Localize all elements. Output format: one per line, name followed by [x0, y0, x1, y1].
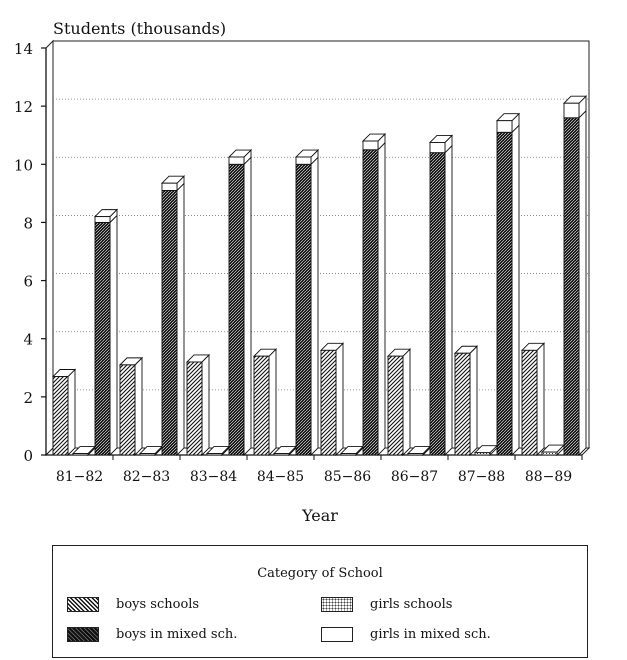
bar-boys-schools-side [135, 358, 142, 455]
legend-swatch-girls-schools [321, 597, 353, 612]
bar-boys-mixed-side [579, 111, 586, 455]
y-tick-label: 4 [23, 330, 33, 349]
bar-girls-mixed [296, 157, 311, 164]
bar-boys-schools [187, 362, 202, 455]
legend [52, 545, 588, 658]
y-tick-label: 10 [13, 156, 33, 175]
bar-boys-schools-side [68, 370, 75, 455]
bar-boys-mixed-side [110, 215, 117, 455]
bar-boys-schools [321, 350, 336, 455]
x-tick-label: 84−85 [256, 469, 305, 485]
bar-girls-schools [73, 454, 88, 455]
bar-girls-mixed [363, 141, 378, 150]
bar-boys-mixed-side [244, 157, 251, 455]
y-tick-label: 14 [13, 40, 33, 58]
bar-girls-schools [274, 454, 289, 455]
bar-boys-schools-side [269, 349, 276, 455]
legend-swatch-boys-mixed [67, 627, 99, 642]
bar-girls-schools [140, 454, 155, 455]
bar-boys-schools [120, 365, 135, 455]
legend-label-girls-mixed: girls in mixed sch. [370, 627, 491, 642]
x-tick-label: 87−88 [457, 469, 506, 485]
chart-title: Students (thousands) [53, 19, 227, 38]
bar-girls-mixed [430, 142, 445, 152]
y-tick-label: 8 [23, 214, 33, 233]
bar-boys-schools [522, 350, 537, 455]
bar-girls-mixed [162, 183, 177, 190]
bar-boys-schools-side [336, 343, 343, 455]
y-tick-label: 6 [23, 272, 33, 291]
bar-boys-schools [254, 356, 269, 455]
bar-girls-schools [341, 454, 356, 455]
bar-boys-schools-side [537, 343, 544, 455]
bar-boys-schools [388, 356, 403, 455]
x-axis-label: Year [302, 506, 338, 525]
left-wall [46, 41, 53, 455]
legend-item-girls-mixed [321, 627, 491, 642]
bar-boys-schools [53, 377, 68, 455]
bar-girls-schools [408, 454, 423, 455]
bar-boys-mixed-side [445, 146, 452, 455]
y-tick-label: 2 [23, 388, 33, 407]
bar-boys-schools-side [202, 355, 209, 455]
bar-boys-mixed [564, 118, 579, 455]
bar-girls-schools [475, 453, 490, 455]
bar-boys-mixed [296, 164, 311, 455]
legend-title: Category of School [257, 566, 383, 581]
y-tick-label: 12 [13, 98, 33, 117]
legend-label-boys-mixed: boys in mixed sch. [116, 627, 238, 642]
bar-boys-mixed-side [177, 183, 184, 455]
x-tick-label: 88−89 [524, 469, 573, 485]
bar-boys-mixed [95, 222, 110, 455]
bar-girls-schools [542, 452, 557, 455]
x-tick-label: 82−83 [122, 469, 171, 485]
legend-swatch-girls-mixed [321, 627, 353, 642]
bar-boys-schools-side [403, 349, 410, 455]
x-tick-label: 85−86 [323, 469, 372, 485]
legend-label-boys-schools: boys schools [116, 597, 200, 612]
bar-boys-mixed [162, 190, 177, 455]
x-tick-label: 83−84 [189, 469, 238, 485]
bar-boys-schools-side [470, 346, 477, 455]
bar-boys-mixed-side [512, 125, 519, 455]
legend-item-boys-mixed [67, 627, 237, 642]
legend-label-girls-schools: girls schools [370, 597, 453, 612]
bar-girls-mixed [497, 121, 512, 133]
x-tick-label: 81−82 [55, 469, 104, 485]
legend-item-boys-schools [67, 597, 199, 612]
legend-swatch-boys-schools [67, 597, 99, 612]
bar-boys-mixed [229, 164, 244, 455]
bar-boys-mixed-side [311, 157, 318, 455]
y-tick-label: 0 [23, 447, 33, 465]
bar-boys-mixed [497, 132, 512, 455]
bar-boys-mixed-side [378, 143, 385, 455]
x-tick-label: 86−87 [390, 469, 439, 485]
bar-girls-mixed [564, 103, 579, 118]
bar-girls-schools [207, 454, 222, 455]
bar-boys-mixed [363, 150, 378, 455]
bar-girls-mixed [95, 217, 110, 223]
bar-boys-schools [455, 353, 470, 455]
bar-girls-mixed [229, 157, 244, 164]
bar-boys-mixed [430, 153, 445, 455]
legend-item-girls-schools [321, 597, 452, 612]
